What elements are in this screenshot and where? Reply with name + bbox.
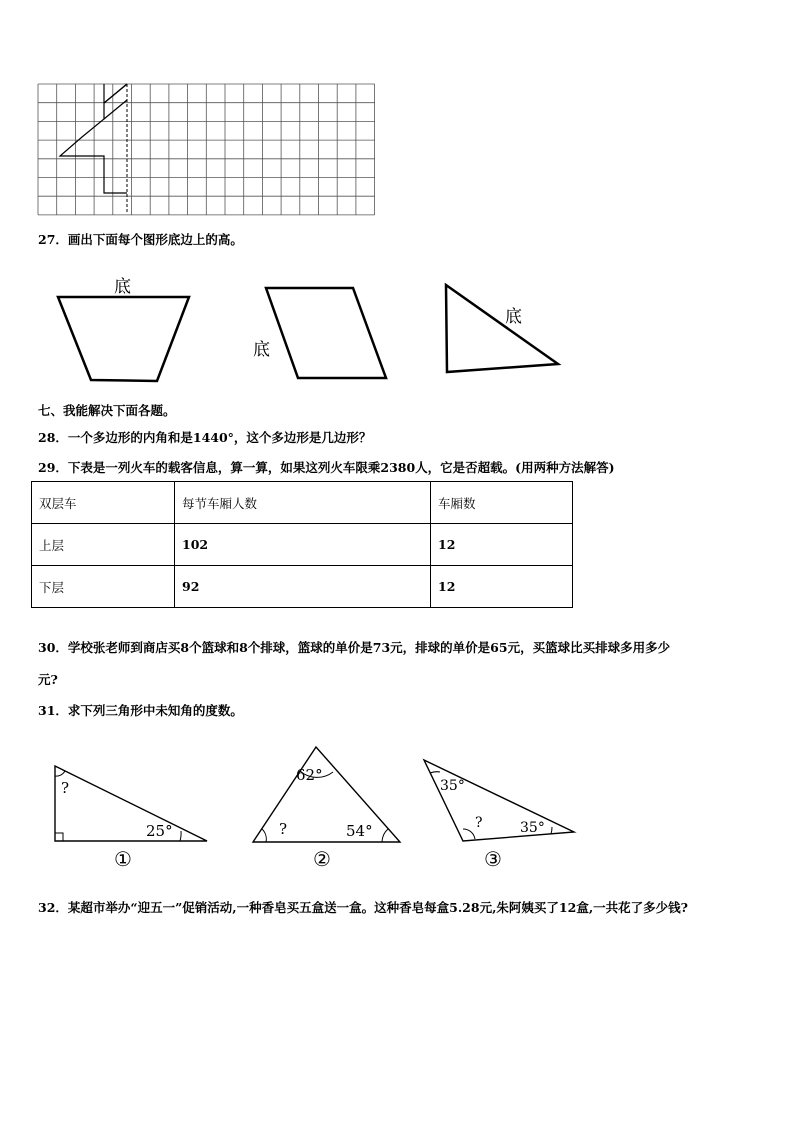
triangle-shape [446, 285, 558, 372]
parallelogram-base-label: 底 [253, 340, 270, 360]
triangle-1-number: ① [114, 847, 132, 871]
triangle-3-angle-top: 35° [440, 778, 465, 794]
table-row [32, 524, 573, 566]
table-header-cell: 车厢数 [431, 482, 573, 524]
train-table [31, 481, 573, 608]
triangle-3-unknown: ? [475, 815, 483, 831]
question-31: 31．求下列三角形中未知角的度数。 [38, 703, 243, 718]
table-header-row [32, 482, 573, 524]
trapezoid-base-label: 底 [114, 277, 131, 297]
question-28: 28．一个多边形的内角和是1440°，这个多边形是几边形？ [38, 430, 372, 445]
triangle-2-angle-top: 62° [296, 766, 323, 784]
table-cell: 下层 [32, 566, 175, 608]
trapezoid-shape [58, 297, 189, 381]
question-27: 27．画出下面每个图形底边上的高。 [38, 232, 243, 247]
question-30-line1: 30．学校张老师到商店买8个篮球和8个排球，篮球的单价是73元，排球的单价是65元，买篮球比买排球多用多少 [38, 640, 671, 655]
table-cell: 12 [431, 566, 573, 608]
table-row [32, 566, 573, 608]
triangle-2-number: ② [313, 847, 331, 871]
half-shape [60, 84, 127, 193]
table-header-cell: 双层车 [32, 482, 175, 524]
triangle-2-angle-right: 54° [346, 822, 373, 840]
table-header-cell: 每节车厢人数 [175, 482, 431, 524]
parallelogram-shape [266, 288, 386, 378]
question-30-line2: 元? [38, 672, 58, 687]
triangle-1-angle: 25° [146, 822, 173, 840]
question-29: 29．下表是一列火车的载客信息，算一算，如果这列火车限乘2380人，它是否超载。(用两种方法解答) [38, 460, 615, 475]
triangle-3-number: ③ [484, 847, 502, 871]
triangle-1-unknown: ? [61, 779, 70, 797]
triangle-2-unknown: ? [279, 820, 288, 838]
table-cell: 102 [175, 524, 431, 566]
question-32: 32．某超市举办“迎五一”促销活动,一种香皂买五盒送一盒。这种香皂每盒5.28元,朱阿姨买了12盒,一共花了多少钱? [38, 900, 688, 915]
table-cell: 上层 [32, 524, 175, 566]
section-7-heading: 七、我能解决下面各题。 [38, 403, 176, 418]
table-cell: 12 [431, 524, 573, 566]
triangle-base-label: 底 [505, 307, 522, 327]
triangle-3-angle-right: 35° [520, 820, 545, 836]
table-cell: 92 [175, 566, 431, 608]
triangle-1-shape [55, 766, 207, 841]
triangle-2-shape [253, 747, 400, 842]
grid-figure [0, 0, 794, 240]
